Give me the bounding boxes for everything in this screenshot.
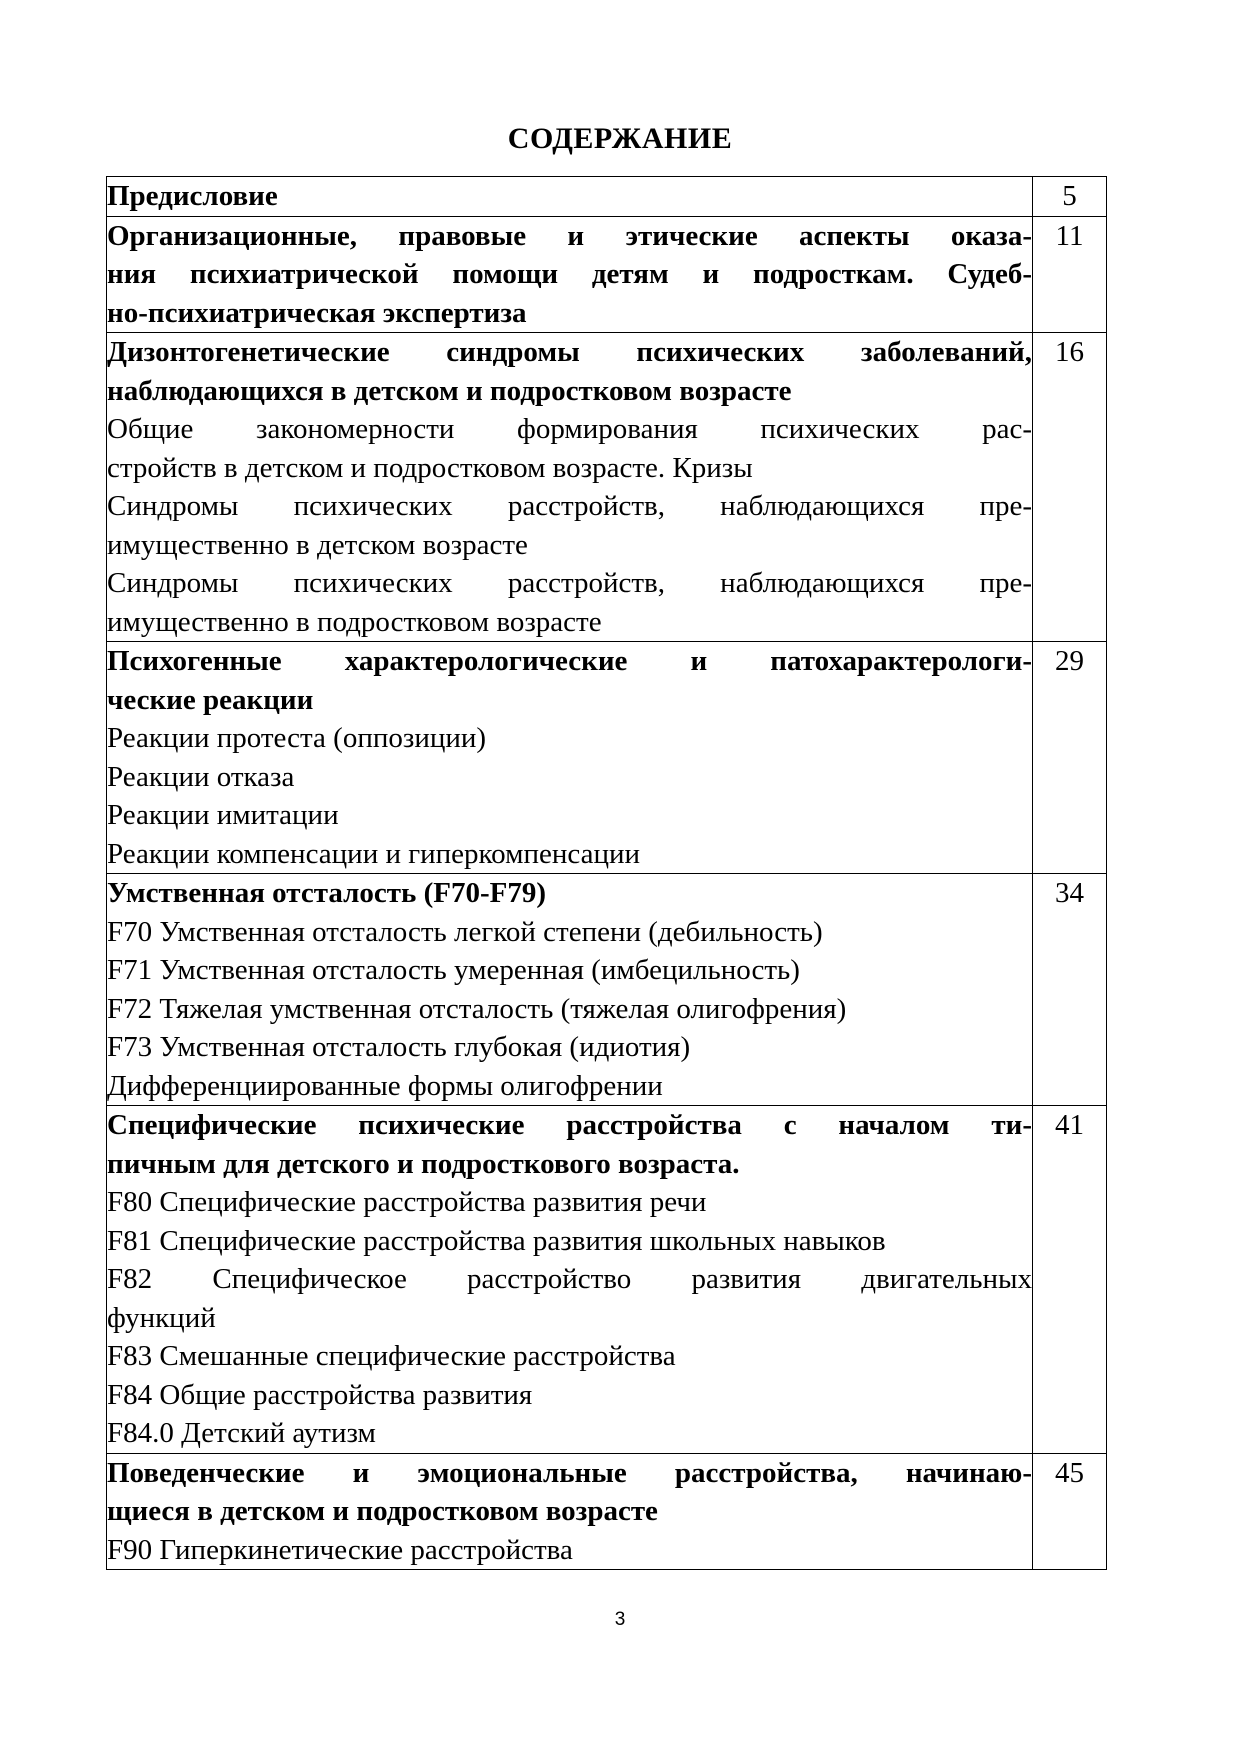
toc-entry-cell bbox=[107, 642, 1033, 874]
toc-page-number: 16 bbox=[1033, 333, 1107, 642]
toc-subentry-line: функций bbox=[107, 1301, 216, 1334]
toc-page-number: 5 bbox=[1033, 177, 1107, 217]
toc-subentry-line: F84.0 Детский аутизм bbox=[107, 1417, 376, 1449]
toc-heading-line: Умственная отсталость (F70-F79) bbox=[107, 877, 546, 909]
toc-page-number: 29 bbox=[1033, 642, 1107, 874]
toc-heading-line: Специфические психические расстройства с началом ти- bbox=[107, 1109, 1032, 1141]
toc-entry-cell bbox=[107, 177, 1033, 217]
toc-subentry-line: Реакции отказа bbox=[107, 760, 295, 793]
page-title: СОДЕРЖАНИЕ bbox=[507, 122, 733, 155]
toc-page-number: 11 bbox=[1033, 216, 1107, 333]
toc-subentry-line: Синдромы психических расстройств, наблюдающихся пре- bbox=[107, 490, 1032, 522]
toc-subentry-line: F71 Умственная отсталость умеренная (имбецильность) bbox=[107, 954, 800, 986]
toc-row bbox=[107, 1106, 1107, 1454]
toc-subentry-line: стройств в детском и подростковом возрасте. Кризы bbox=[107, 451, 753, 484]
toc-subentry-line: F70 Умственная отсталость легкой степени (дебильность) bbox=[107, 915, 823, 948]
toc-entry-cell bbox=[107, 1453, 1033, 1570]
toc-heading-line: но-психиатрическая экспертиза bbox=[107, 296, 527, 329]
toc-heading-line: пичным для детского и подросткового возраста. bbox=[107, 1147, 740, 1180]
toc-subentry-line: Общие закономерности формирования психических рас- bbox=[107, 413, 1032, 445]
toc-heading-line: ческие реакции bbox=[107, 683, 314, 716]
toc-subentry-line: F82 Специфическое расстройство развития двигательных bbox=[107, 1263, 1032, 1295]
toc-row bbox=[107, 333, 1107, 642]
toc-entry-cell bbox=[107, 216, 1033, 333]
toc-subentry-line: имущественно в подростковом возрасте bbox=[107, 605, 602, 638]
toc-heading-line: Организационные, правовые и этические аспекты оказа- bbox=[107, 219, 1032, 252]
toc-entry-cell bbox=[107, 333, 1033, 642]
toc-page-number: 45 bbox=[1033, 1453, 1107, 1570]
toc-subentry-line: F84 Общие расстройства развития bbox=[107, 1378, 533, 1411]
toc-entry-cell bbox=[107, 1106, 1033, 1454]
toc-table bbox=[106, 176, 1107, 1570]
toc-page-number: 34 bbox=[1033, 874, 1107, 1106]
toc-heading-line: Предисловие bbox=[107, 180, 278, 212]
toc-subentry-line: Дифференциированные формы олигофрении bbox=[107, 1069, 663, 1102]
toc-subentry-line: Реакции имитации bbox=[107, 799, 339, 831]
toc-heading-line: Поведенческие и эмоциональные расстройства, начинаю- bbox=[107, 1456, 1032, 1489]
toc-subentry-line: Реакции компенсации и гиперкомпенсации bbox=[107, 837, 641, 870]
toc-heading-line: наблюдающихся в детском и подростковом возрасте bbox=[107, 374, 792, 407]
toc-row bbox=[107, 177, 1107, 217]
toc-body bbox=[107, 177, 1107, 1570]
toc-subentry-line: Реакции протеста (оппозиции) bbox=[107, 722, 487, 754]
toc-subentry-line: F81 Специфические расстройства развития школьных навыков bbox=[107, 1224, 886, 1257]
toc-subentry-line: F83 Смешанные специфические расстройства bbox=[107, 1340, 676, 1372]
toc-subentry-line: имущественно в детском возрасте bbox=[107, 528, 528, 561]
toc-heading-line: Дизонтогенетические синдромы психических заболеваний, bbox=[107, 336, 1032, 368]
toc-row bbox=[107, 1453, 1107, 1570]
toc-heading-line: Психогенные характерологические и патохарактерологи- bbox=[107, 645, 1032, 677]
toc-page-number: 41 bbox=[1033, 1106, 1107, 1454]
toc-heading-line: ния психиатрической помощи детям и подросткам. Судеб- bbox=[107, 258, 1032, 290]
toc-entry-cell bbox=[107, 874, 1033, 1106]
toc-heading-line: щиеся в детском и подростковом возрасте bbox=[107, 1495, 658, 1527]
toc-row bbox=[107, 642, 1107, 874]
page-number: 3 bbox=[614, 1609, 626, 1630]
toc-subentry-line: F90 Гиперкинетические расстройства bbox=[107, 1533, 573, 1566]
toc-subentry-line: Синдромы психических расстройств, наблюдающихся пре- bbox=[107, 567, 1032, 599]
toc-row bbox=[107, 874, 1107, 1106]
toc-subentry-line: F72 Тяжелая умственная отсталость (тяжелая олигофрения) bbox=[107, 992, 847, 1025]
toc-subentry-line: F73 Умственная отсталость глубокая (идиотия) bbox=[107, 1031, 691, 1063]
toc-subentry-line: F80 Специфические расстройства развития речи bbox=[107, 1186, 707, 1218]
toc-row bbox=[107, 216, 1107, 333]
